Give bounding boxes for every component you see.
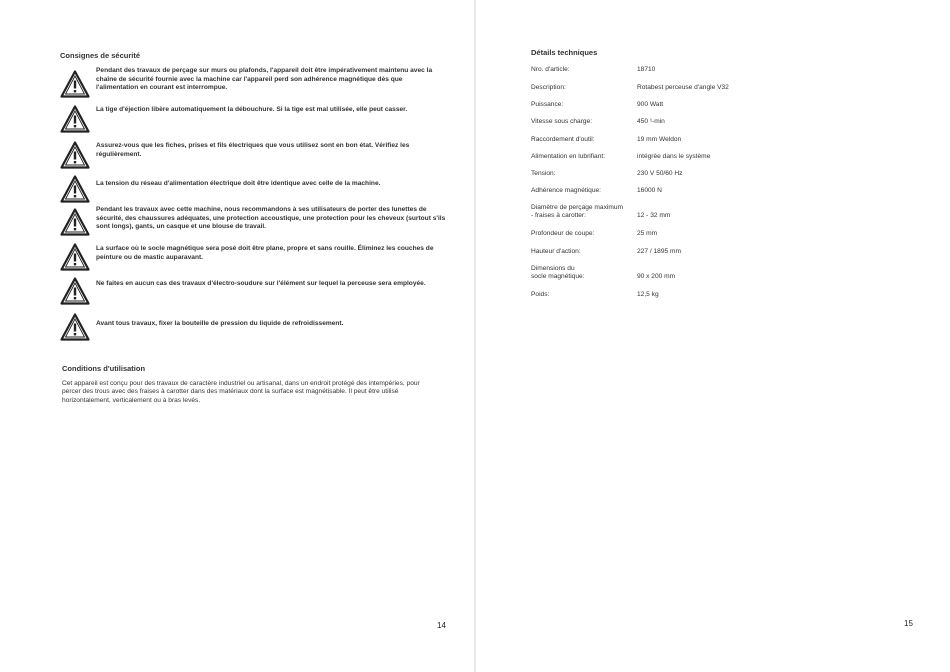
spec-label: Raccordement d'outil: — [531, 136, 595, 143]
spec-value: 12 - 32 mm — [637, 212, 671, 219]
warning-triangle-icon — [60, 277, 90, 305]
spec-value: 16000 N — [637, 187, 662, 194]
warning-text: Pendant des travaux de perçage sur murs ou plafonds, l'appareil doit être impérativement maintenu avec la chaîne de sécurité fournie avec la machine car l'appareil perd son adhérence magnétique dès que l'alimentation en courant est interrompue. — [96, 67, 433, 92]
warning-text: La tige d'éjection libère automatiquement la débouchure. Si la tige est mal utilisée, elle peut casser. — [96, 106, 408, 113]
warning-triangle-icon — [60, 175, 90, 203]
spec-label: Hauteur d'action: — [531, 248, 581, 255]
spec-value: intégrée dans le système — [637, 153, 711, 160]
spec-label: Profondeur de coupe: — [531, 230, 595, 237]
spec-value: 12,5 kg — [637, 291, 659, 298]
spec-label: Diamètre de perçage maximum — [531, 204, 623, 211]
warning-triangle-icon — [60, 70, 90, 98]
warning-triangle-icon — [60, 208, 90, 236]
spec-label: Description: — [531, 84, 566, 91]
warning-triangle-icon — [60, 105, 90, 133]
spec-label: Puissance: — [531, 101, 564, 108]
spec-value: 19 mm Weldon — [637, 136, 682, 143]
warning-triangle-icon — [60, 313, 90, 341]
spec-label: Poids: — [531, 291, 550, 298]
warning-text: Assurez-vous que les fiches, prises et fils électriques que vous utilisez sont en bon état. Vérifiez les régulièrement. — [96, 142, 410, 158]
spec-value: 900 Watt — [637, 101, 664, 108]
conditions-heading: Conditions d'utilisation — [62, 364, 146, 373]
warning-triangle-icon — [60, 141, 90, 169]
safety-heading: Consignes de sécurité — [60, 51, 141, 60]
spec-label: Adhérence magnétique: — [531, 187, 602, 194]
spec-value: 450 ¹-min — [637, 118, 665, 125]
conditions-text: Cet appareil est conçu pour des travaux de caractère industriel ou artisanal, dans un endroit protégé des intempéries, pour percer des trous avec des fraises à carotter dans des matériaux dont la surface est magnétisable. Il peut être utilisé horizontalement, verticalement ou à bras levés. — [62, 380, 420, 404]
spec-value: 227 / 1895 mm — [637, 248, 681, 255]
spec-label: socle magnétique: — [531, 273, 585, 280]
warning-text: Ne faites en aucun cas des travaux d'électro-soudure sur l'élément sur lequel la perceuse sera employée. — [96, 280, 426, 287]
spec-label: Dimensions du — [531, 265, 575, 272]
left-page — [0, 0, 474, 672]
spec-value: 25 mm — [637, 230, 658, 237]
warning-text: La tension du réseau d'alimentation électrique doit être identique avec celle de la machine. — [96, 180, 381, 187]
spec-value: 90 x 200 mm — [637, 273, 676, 280]
spec-value: 18710 — [637, 66, 656, 73]
page-number: 15 — [904, 619, 913, 628]
technical-details-heading: Détails techniques — [531, 48, 598, 57]
spec-value: Rotabest perceuse d'angle V32 — [637, 84, 729, 91]
warning-text: La surface où le socle magnétique sera posé doit être plane, propre et sans rouille. Éliminez les couches de peinture ou de mastic auparavant. — [96, 245, 434, 261]
spec-label: Tension: — [531, 170, 556, 177]
page-number: 14 — [437, 621, 446, 630]
warning-triangle-icon — [60, 243, 90, 271]
warning-text: Avant tous travaux, fixer la bouteille de pression du liquide de refroidissement. — [96, 320, 344, 327]
spec-label: Vitesse sous charge: — [531, 118, 593, 125]
spec-label: - fraises à carotter: — [531, 212, 586, 219]
spec-value: 230 V 50/60 Hz — [637, 170, 683, 177]
spec-label: Alimentation en lubrifiant: — [531, 153, 606, 160]
spec-label: Nro. d'article: — [531, 66, 570, 73]
warning-text: Pendant les travaux avec cette machine, nous recommandons à ses utilisateurs de porter des lunettes de sécurité, des chaussures adéquates, une protection accoustique, une protection pour les cheveux (surtout s'ils sont longs), gants, un casque et une blouse de travail. — [96, 206, 446, 231]
